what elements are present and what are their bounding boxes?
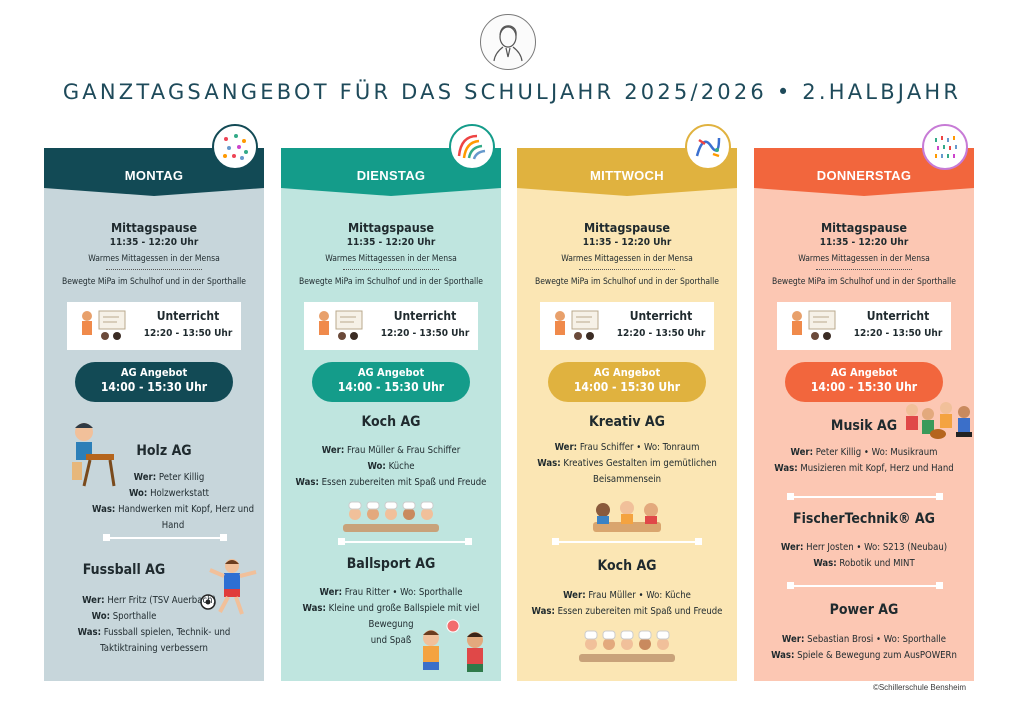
teacher-icon xyxy=(783,308,837,344)
ag-block-musik xyxy=(754,418,974,434)
ag-was: Essen zubereiten mit Spaß und Freude xyxy=(321,477,487,488)
column-donnerstag xyxy=(754,148,974,681)
ag-name: Koch AG xyxy=(597,558,657,574)
ag-angebot-pill xyxy=(785,362,943,402)
ag-wer: Herr Fritz (TSV Auerbach) xyxy=(107,595,216,606)
bewegte-mipa-text: Bewegte MiPa im Schulhof und in der Sporthalle xyxy=(298,277,484,287)
mittagspause-time: 11:35 - 12:20 Uhr xyxy=(819,237,909,248)
unterricht-box xyxy=(304,302,478,350)
unterricht-time: 12:20 - 13:50 Uhr xyxy=(143,328,233,339)
column-dienstag xyxy=(281,148,501,681)
ag-details-musik: Wer: Peter Killig • Wo: Musikraum Was: Musizieren mit Kopf, Herz und Hand xyxy=(774,447,954,474)
ag-angebot-pill xyxy=(312,362,470,402)
mittagspause-title: Mittagspause xyxy=(583,220,671,235)
copyright: ©Schillerschule Bensheim xyxy=(872,683,966,692)
unterricht-title: Unterricht xyxy=(866,309,930,323)
ag-wo: Küche xyxy=(388,461,415,472)
day-label: MONTAG xyxy=(124,168,184,183)
ag-details-fussball: Wer: Herr Fritz (TSV Auerbach) Wo: Sporthalle Was: Fussball spielen, Technik- und Taktiktraining verbessern xyxy=(44,593,264,657)
ag-details-ballsport: Wer: Frau Ritter • Wo: Sporthalle Was: Kleine und große Ballspiele mit viel Bewegung und Spaß xyxy=(281,585,501,649)
column-montag xyxy=(44,148,264,681)
ag-angebot-label: AG Angebot xyxy=(120,366,188,379)
ag-was: Musizieren mit Kopf, Herz und Hand xyxy=(800,463,954,474)
divider xyxy=(790,496,940,498)
ag-wer: Peter Killig xyxy=(158,472,205,483)
dotted-divider xyxy=(816,269,912,270)
ag-was: Fussball spielen, Technik- und xyxy=(103,627,231,638)
ag-block-koch-mittwoch xyxy=(517,558,737,574)
ag-wo: Holzwerkstatt xyxy=(150,488,210,499)
ag-angebot-label: AG Angebot xyxy=(830,366,898,379)
ag-wer: Sebastian Brosi • Wo: Sporthalle xyxy=(807,634,947,645)
ag-block-holz xyxy=(84,443,244,459)
mittagspause-title: Mittagspause xyxy=(820,220,908,235)
ag-angebot-label: AG Angebot xyxy=(593,366,661,379)
ag-name: Power AG xyxy=(829,602,899,618)
ag-name: Ballsport AG xyxy=(346,556,436,572)
ag-block-fischertechnik xyxy=(754,511,974,527)
ag-angebot-time: 14:00 - 15:30 Uhr xyxy=(573,380,681,394)
unterricht-title: Unterricht xyxy=(629,309,693,323)
ag-was-cont: und Spaß xyxy=(370,635,412,646)
mittagspause-time: 11:35 - 12:20 Uhr xyxy=(582,237,672,248)
kids-cooking-icon xyxy=(343,500,439,534)
teacher-icon xyxy=(73,308,127,344)
ag-angebot-pill xyxy=(75,362,233,402)
ag-was: Handwerken mit Kopf, Herz und Hand xyxy=(118,504,255,531)
rainbow-icon xyxy=(449,124,495,170)
mittagspause-title: Mittagspause xyxy=(347,220,435,235)
unterricht-box xyxy=(777,302,951,350)
ag-wer: Frau Müller • Wo: Küche xyxy=(588,590,691,601)
unterricht-box xyxy=(67,302,241,350)
bewegte-mipa-text: Bewegte MiPa im Schulhof und in der Sporthalle xyxy=(61,277,247,287)
day-label: DONNERSTAG xyxy=(816,168,912,183)
ag-wer: Herr Josten • Wo: S213 (Neubau) xyxy=(806,542,948,553)
dots-icon xyxy=(922,124,968,170)
divider xyxy=(790,585,940,587)
day-label: MITTWOCH xyxy=(590,168,664,183)
ag-details-power: Wer: Sebastian Brosi • Wo: Sporthalle Was: Spiele & Bewegung zum AusPOWERn xyxy=(771,634,957,661)
ag-details-koch: Wer: Frau Müller & Frau Schiffer Wo: Küche Was: Essen zubereiten mit Spaß und Freude xyxy=(295,445,487,488)
ag-block-kreativ xyxy=(517,414,737,430)
crafting-kids-icon xyxy=(589,496,665,538)
ag-name: Koch AG xyxy=(361,414,421,430)
ag-name: FischerTechnik® AG xyxy=(792,511,936,527)
divider xyxy=(555,541,699,543)
ag-details-holz: Wer: Peter Killig Wo: Holzwerkstatt Was: Handwerken mit Kopf, Herz und Hand xyxy=(91,472,255,531)
unterricht-time: 12:20 - 13:50 Uhr xyxy=(853,328,943,339)
ag-block-ballsport xyxy=(281,556,501,572)
lunch-text: Warmes Mittagessen in der Mensa xyxy=(561,254,693,264)
ag-block-koch xyxy=(281,414,501,430)
page-title: GANZTAGSANGEBOT FÜR DAS SCHULJAHR 2025/2026 • 2.HALBJAHR xyxy=(62,80,962,104)
ag-details-koch-mittwoch: Wer: Frau Müller • Wo: Küche Was: Essen zubereiten mit Spaß und Freude xyxy=(531,590,723,617)
ag-was: Robotik und MINT xyxy=(839,558,915,569)
ag-wo: Sporthalle xyxy=(112,611,157,622)
unterricht-title: Unterricht xyxy=(393,309,457,323)
unterricht-title: Unterricht xyxy=(156,309,220,323)
school-logo-icon xyxy=(480,14,536,70)
ag-angebot-pill xyxy=(548,362,706,402)
day-label: DIENSTAG xyxy=(356,168,426,183)
ag-block-power xyxy=(754,602,974,618)
ag-wer: Frau Müller & Frau Schiffer xyxy=(347,445,461,456)
ag-name: Holz AG xyxy=(136,443,192,459)
ball-kids-icon xyxy=(411,618,497,676)
lunch-text: Warmes Mittagessen in der Mensa xyxy=(325,254,457,264)
teacher-icon xyxy=(310,308,364,344)
unterricht-time: 12:20 - 13:50 Uhr xyxy=(380,328,470,339)
confetti-icon xyxy=(212,124,258,170)
divider xyxy=(106,537,224,539)
ag-wer: Frau Ritter • Wo: Sporthalle xyxy=(344,587,463,598)
mittagspause-title: Mittagspause xyxy=(110,220,198,235)
ag-details-fischertechnik: Wer: Herr Josten • Wo: S213 (Neubau) Was: Robotik und MINT xyxy=(780,542,948,569)
unterricht-time: 12:20 - 13:50 Uhr xyxy=(616,328,706,339)
ag-name: Kreativ AG xyxy=(588,414,666,430)
ag-angebot-time: 14:00 - 15:30 Uhr xyxy=(337,380,445,394)
dotted-divider xyxy=(343,269,439,270)
ag-was: Spiele & Bewegung zum AusPOWERn xyxy=(797,650,957,661)
unterricht-box xyxy=(540,302,714,350)
brush-icon xyxy=(685,124,731,170)
bewegte-mipa-text: Bewegte MiPa im Schulhof und in der Sporthalle xyxy=(534,277,720,287)
kids-cooking-icon xyxy=(579,626,675,664)
ag-was-cont: Beisammensein xyxy=(592,474,662,485)
ag-angebot-time: 14:00 - 15:30 Uhr xyxy=(810,380,918,394)
ag-name: Musik AG xyxy=(830,418,898,434)
dotted-divider xyxy=(579,269,675,270)
ag-was: Kreatives Gestalten im gemütlichen xyxy=(563,458,717,469)
dotted-divider xyxy=(106,269,202,270)
ag-was: Kleine und große Ballspiele mit viel Bewegung xyxy=(328,603,480,630)
ag-was-cont: Taktiktraining verbessern xyxy=(100,643,208,654)
ag-wer: Peter Killig • Wo: Musikraum xyxy=(815,447,938,458)
ag-angebot-time: 14:00 - 15:30 Uhr xyxy=(100,380,208,394)
ag-name: Fussball AG xyxy=(82,562,166,578)
ag-details-kreativ: Wer: Frau Schiffer • Wo: Tonraum Was: Kreatives Gestalten im gemütlichen Beisammensein xyxy=(517,440,737,488)
mittagspause-time: 11:35 - 12:20 Uhr xyxy=(346,237,436,248)
mittagspause-time: 11:35 - 12:20 Uhr xyxy=(109,237,199,248)
column-mittwoch xyxy=(517,148,737,681)
lunch-text: Warmes Mittagessen in der Mensa xyxy=(798,254,930,264)
ag-angebot-label: AG Angebot xyxy=(357,366,425,379)
ag-wer: Frau Schiffer • Wo: Tonraum xyxy=(579,442,700,453)
teacher-icon xyxy=(546,308,600,344)
divider xyxy=(341,541,469,543)
lunch-text: Warmes Mittagessen in der Mensa xyxy=(88,254,220,264)
ag-was: Essen zubereiten mit Spaß und Freude xyxy=(557,606,723,617)
bewegte-mipa-text: Bewegte MiPa im Schulhof und in der Sporthalle xyxy=(771,277,957,287)
